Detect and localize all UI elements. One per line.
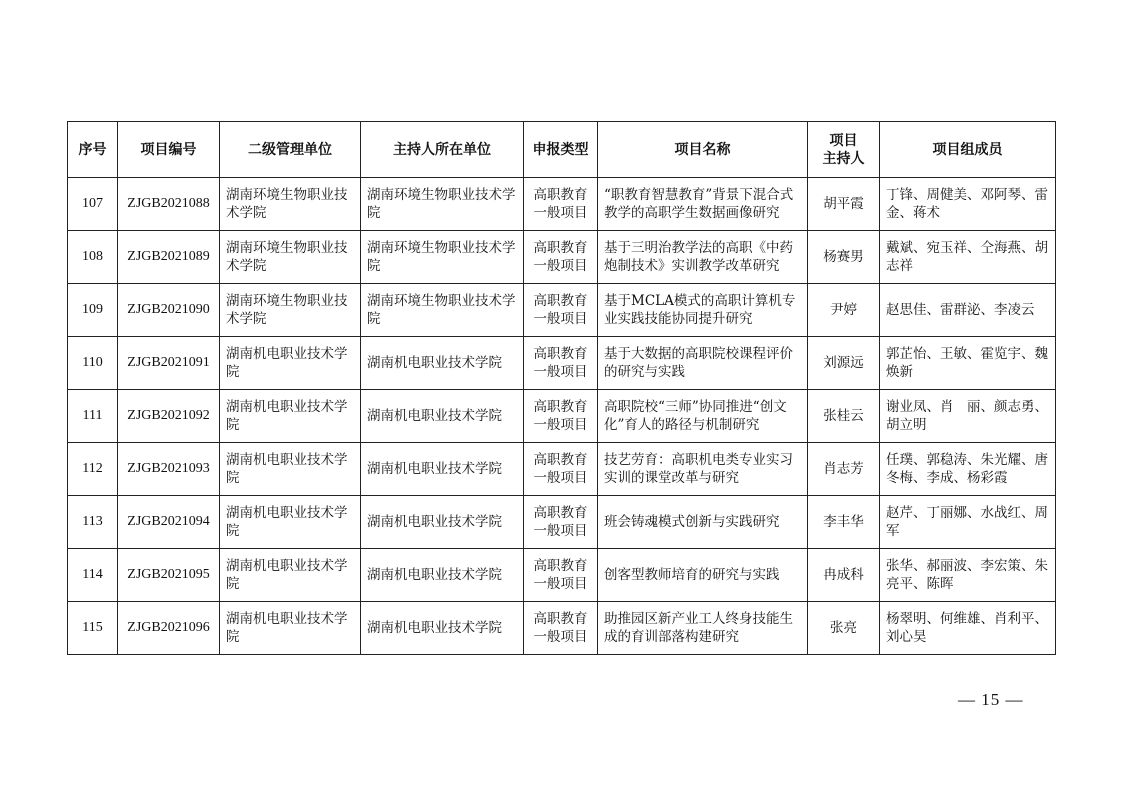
row-seq: 113 (68, 496, 118, 549)
row-seq: 112 (68, 443, 118, 496)
row-members: 戴斌、宛玉祥、仝海燕、胡志祥 (880, 231, 1056, 284)
row-host-unit: 湖南机电职业技术学院 (361, 390, 524, 443)
row-seq: 108 (68, 231, 118, 284)
row-code: ZJGB2021091 (118, 337, 220, 390)
row-host: 张亮 (808, 602, 880, 655)
header-host-unit: 主持人所在单位 (361, 122, 524, 178)
row-code: ZJGB2021093 (118, 443, 220, 496)
row-project-name: 基于三明治教学法的高职《中药炮制技术》实训教学改革研究 (598, 231, 808, 284)
row-members: 杨翠明、何维雄、肖利平、刘心昊 (880, 602, 1056, 655)
table-row (68, 602, 1056, 655)
row-unit: 湖南机电职业技术学院 (220, 390, 361, 443)
row-members: 丁锋、周健美、邓阿琴、雷金、蒋术 (880, 178, 1056, 231)
row-members: 赵思佳、雷群泌、李凌云 (880, 284, 1056, 337)
row-type: 高职教育一般项目 (524, 390, 598, 443)
header-project-name: 项目名称 (598, 122, 808, 178)
row-project-name: 创客型教师培育的研究与实践 (598, 549, 808, 602)
row-seq: 109 (68, 284, 118, 337)
table-row (68, 178, 1056, 231)
row-unit: 湖南机电职业技术学院 (220, 443, 361, 496)
row-unit: 湖南环境生物职业技术学院 (220, 231, 361, 284)
row-members: 谢业凤、肖 丽、颜志勇、胡立明 (880, 390, 1056, 443)
row-code: ZJGB2021088 (118, 178, 220, 231)
row-type: 高职教育一般项目 (524, 178, 598, 231)
row-unit: 湖南机电职业技术学院 (220, 602, 361, 655)
row-project-name: 助推园区新产业工人终身技能生成的育训部落构建研究 (598, 602, 808, 655)
row-members: 张华、郝丽波、李宏策、朱亮平、陈晖 (880, 549, 1056, 602)
row-code: ZJGB2021090 (118, 284, 220, 337)
row-members: 任璞、郭稳涛、朱光耀、唐冬梅、李成、杨彩霞 (880, 443, 1056, 496)
table-row (68, 496, 1056, 549)
table-row (68, 284, 1056, 337)
row-type: 高职教育一般项目 (524, 496, 598, 549)
row-host-unit: 湖南机电职业技术学院 (361, 443, 524, 496)
row-host: 尹婷 (808, 284, 880, 337)
row-seq: 111 (68, 390, 118, 443)
row-code: ZJGB2021094 (118, 496, 220, 549)
row-members: 郭芷怡、王敏、霍览宇、魏焕新 (880, 337, 1056, 390)
project-table (67, 121, 1056, 655)
row-project-name: “职教育智慧教育”背景下混合式教学的高职学生数据画像研究 (598, 178, 808, 231)
row-host: 冉成科 (808, 549, 880, 602)
row-host: 肖志芳 (808, 443, 880, 496)
row-unit: 湖南环境生物职业技术学院 (220, 178, 361, 231)
row-type: 高职教育一般项目 (524, 231, 598, 284)
row-members: 赵芹、丁丽娜、水战红、周军 (880, 496, 1056, 549)
row-seq: 110 (68, 337, 118, 390)
row-project-name: 技艺劳育：高职机电类专业实习实训的课堂改革与研究 (598, 443, 808, 496)
row-type: 高职教育一般项目 (524, 602, 598, 655)
row-unit: 湖南机电职业技术学院 (220, 496, 361, 549)
row-host: 胡平霞 (808, 178, 880, 231)
row-project-name: 高职院校“三师”协同推进“创文化”育人的路径与机制研究 (598, 390, 808, 443)
row-type: 高职教育一般项目 (524, 443, 598, 496)
row-type: 高职教育一般项目 (524, 284, 598, 337)
header-seq: 序号 (68, 122, 118, 178)
row-type: 高职教育一般项目 (524, 549, 598, 602)
page-number: — 15 — (958, 690, 1024, 709)
header-host: 项目 主持人 (808, 122, 880, 178)
row-host-unit: 湖南环境生物职业技术学院 (361, 178, 524, 231)
row-host-unit: 湖南环境生物职业技术学院 (361, 231, 524, 284)
row-host-unit: 湖南机电职业技术学院 (361, 549, 524, 602)
header-members: 项目组成员 (880, 122, 1056, 178)
row-seq: 115 (68, 602, 118, 655)
table-row (68, 443, 1056, 496)
row-host: 张桂云 (808, 390, 880, 443)
row-code: ZJGB2021095 (118, 549, 220, 602)
row-host-unit: 湖南环境生物职业技术学院 (361, 284, 524, 337)
table-header-row (68, 122, 1056, 178)
row-unit: 湖南机电职业技术学院 (220, 337, 361, 390)
header-unit: 二级管理单位 (220, 122, 361, 178)
table-body (68, 178, 1056, 655)
row-code: ZJGB2021089 (118, 231, 220, 284)
header-type: 申报类型 (524, 122, 598, 178)
row-host: 杨赛男 (808, 231, 880, 284)
row-code: ZJGB2021092 (118, 390, 220, 443)
row-project-name: 班会铸魂模式创新与实践研究 (598, 496, 808, 549)
row-host: 刘源远 (808, 337, 880, 390)
row-unit: 湖南机电职业技术学院 (220, 549, 361, 602)
row-host-unit: 湖南机电职业技术学院 (361, 496, 524, 549)
row-code: ZJGB2021096 (118, 602, 220, 655)
table-row (68, 390, 1056, 443)
table-row (68, 337, 1056, 390)
row-host-unit: 湖南机电职业技术学院 (361, 337, 524, 390)
header-code: 项目编号 (118, 122, 220, 178)
row-type: 高职教育一般项目 (524, 337, 598, 390)
row-project-name: 基于大数据的高职院校课程评价的研究与实践 (598, 337, 808, 390)
row-seq: 107 (68, 178, 118, 231)
table-row (68, 231, 1056, 284)
row-unit: 湖南环境生物职业技术学院 (220, 284, 361, 337)
row-host-unit: 湖南机电职业技术学院 (361, 602, 524, 655)
row-seq: 114 (68, 549, 118, 602)
row-host: 李丰华 (808, 496, 880, 549)
row-project-name: 基于MCLA模式的高职计算机专业实践技能协同提升研究 (598, 284, 808, 337)
table-row (68, 549, 1056, 602)
